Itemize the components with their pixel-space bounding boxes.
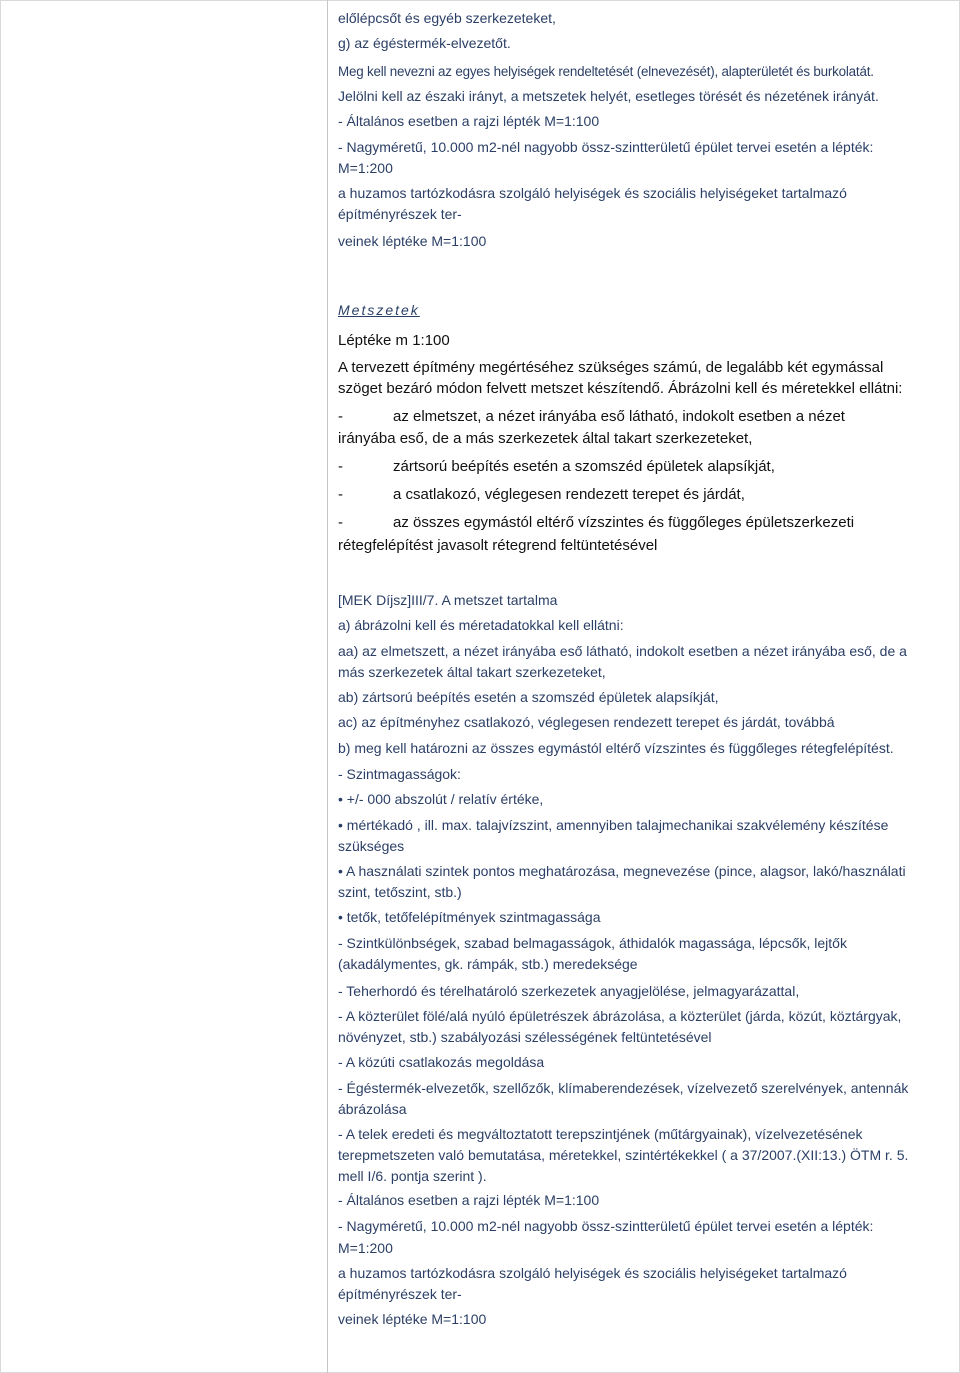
section-heading: Metszetek (338, 302, 420, 318)
text-line: veinek léptéke M=1:100 (338, 233, 487, 249)
text-line: építményrészek ter- (338, 206, 462, 222)
list-dash: - (338, 458, 343, 475)
text-line: M=1:200 (338, 160, 393, 176)
list-dash: - (338, 486, 343, 503)
mek-line: ábrázolása (338, 1101, 407, 1117)
intro-line: A tervezett építmény megértéséhez szükséges számú, de legalább két egymással (338, 359, 884, 376)
mek-line: - Égéstermék-elvezetők, szellőzők, klímaberendezések, vízelvezető szerelvények, antennák (338, 1080, 909, 1096)
text-line: a huzamos tartózkodásra szolgáló helyiségek és szociális helyiségeket tartalmazó (338, 185, 847, 201)
list-text: a csatlakozó, véglegesen rendezett terepet és járdát, (393, 486, 745, 503)
intro-line: szöget bezáró módon felvett metszet készítendő. Ábrázolni kell és méretekkel ellátni: (338, 380, 903, 397)
scale-line: Léptéke m 1:100 (338, 332, 450, 349)
mek-line: ac) az építményhez csatlakozó, véglegesen rendezett terepet és járdát, továbbá (338, 714, 835, 730)
bullet-line: • A használati szintek pontos meghatározása, megnevezése (pince, alagsor, lakó/használati (338, 861, 938, 882)
mek-line: veinek léptéke M=1:100 (338, 1311, 487, 1327)
bullet-line: • +/- 000 abszolút / relatív értéke, (338, 789, 938, 810)
text-line: - Általános esetben a rajzi lépték M=1:100 (338, 113, 600, 129)
mek-line: szükséges (338, 838, 405, 854)
mek-line: - Nagyméretű, 10.000 m2-nél nagyobb össz-szintterületű épület tervei esetén a lépték: (338, 1218, 874, 1234)
list-item-cont: irányába eső, de a más szerkezetek által takart szerkezeteket, (338, 430, 753, 447)
mek-line: aa) az elmetszett, a nézet irányába eső látható, indokolt esetben a nézet irányába eső, de a (338, 643, 907, 659)
list-text: az összes egymástól eltérő vízszintes és függőleges épületszerkezeti (393, 514, 855, 531)
bullet-line: • tetők, tetőfelépítmények szintmagassága (338, 907, 938, 928)
mek-line: növényzet, stb.) szabályozási szélességének feltüntetésével (338, 1029, 712, 1045)
mek-line: - A telek eredeti és megváltoztatott terepszintjének (műtárgyainak), vízelvezetésének (338, 1126, 863, 1142)
list-item-cont: rétegfelépítést javasolt rétegrend feltüntetésével (338, 537, 658, 554)
text-line: Meg kell nevezni az egyes helyiségek rendeltetését (elnevezését), alapterületét és burkolatát. (338, 64, 874, 79)
text-line: g) az égéstermék-elvezetőt. (338, 35, 511, 51)
left-column (0, 0, 328, 1373)
list-text: zártsorú beépítés esetén a szomszéd épületek alapsíkját, (393, 458, 775, 475)
mek-line: - Szintmagasságok: (338, 766, 461, 782)
mek-line: - A közúti csatlakozás megoldása (338, 1054, 545, 1070)
mek-line: M=1:200 (338, 1240, 393, 1256)
list-item (338, 484, 938, 505)
list-dash: - (338, 514, 343, 531)
mek-line: a huzamos tartózkodásra szolgáló helyiségek és szociális helyiségeket tartalmazó (338, 1265, 847, 1281)
mek-line: - Általános esetben a rajzi lépték M=1:100 (338, 1192, 600, 1208)
bullet-line: • mértékadó , ill. max. talajvízszint, amennyiben talajmechanikai szakvélemény készítése (338, 815, 938, 836)
text-line: Jelölni kell az északi irányt, a metszetek helyét, esetleges törését és nézetének irányát. (338, 88, 879, 104)
text-line: előlépcsőt és egyéb szerkezeteket, (338, 10, 556, 26)
list-text: az elmetszet, a nézet irányába eső látható, indokolt esetben a nézet (393, 408, 845, 425)
mek-line: szint, tetőszint, stb.) (338, 884, 462, 900)
mek-line: - Teherhordó és térelhatároló szerkezetek anyagjelölése, jelmagyarázattal, (338, 983, 800, 999)
list-item (338, 456, 938, 477)
mek-line: a) ábrázolni kell és méretadatokkal kell ellátni: (338, 617, 624, 633)
text-line: - Nagyméretű, 10.000 m2-nél nagyobb össz-szintterületű épület tervei esetén a lépték: (338, 139, 874, 155)
list-item (338, 512, 938, 533)
mek-line: terepmetszeten való bemutatása, méretekkel, szintértékekkel ( a 37/2007.(XII:13.) ÖTM r. 5. (338, 1147, 909, 1163)
list-dash: - (338, 408, 343, 425)
mek-line: - A közterület fölé/alá nyúló épületrészek ábrázolása, a közterület (járda, közút, köztárgyak, (338, 1008, 902, 1024)
mek-line: b) meg kell határozni az összes egymástól eltérő vízszintes és függőleges rétegfelépítést. (338, 740, 894, 756)
mek-line: ab) zártsorú beépítés esetén a szomszéd épületek alapsíkját, (338, 689, 719, 705)
mek-line: (akadálymentes, gk. rámpák, stb.) meredeksége (338, 956, 638, 972)
mek-line: más szerkezetek által takart szerkezeteket, (338, 664, 606, 680)
mek-line: [MEK Díjsz]III/7. A metszet tartalma (338, 592, 558, 608)
list-item (338, 406, 938, 427)
mek-line: mell I/6. pontja szerint ). (338, 1168, 487, 1184)
mek-line: építményrészek ter- (338, 1286, 462, 1302)
mek-line: - Szintkülönbségek, szabad belmagasságok, áthidalók magassága, lépcsők, lejtők (338, 935, 847, 951)
